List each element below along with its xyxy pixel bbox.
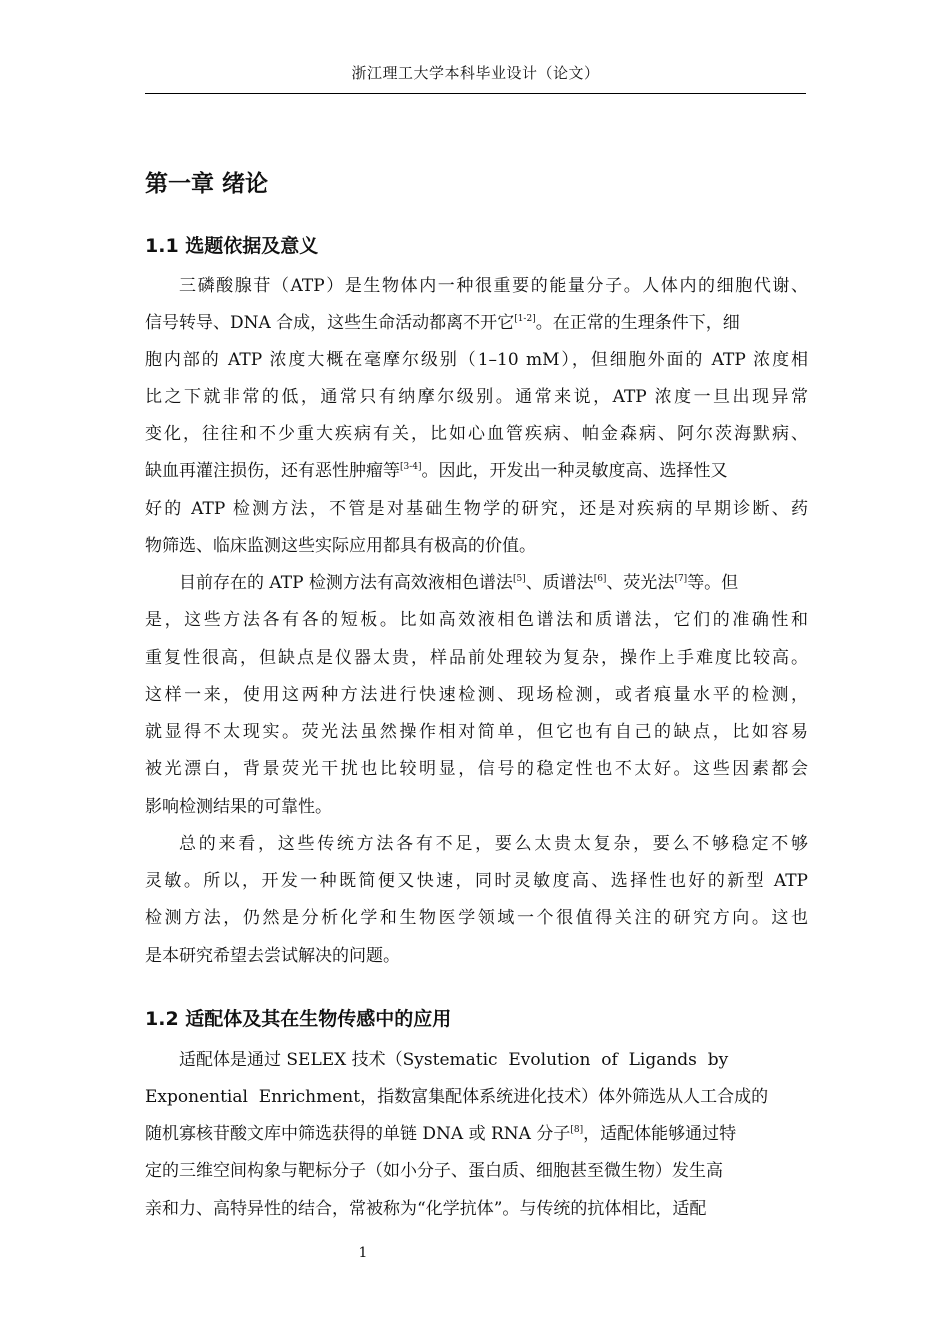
body-line: 总的来看，这些传统方法各有不足，要么太贵太复杂，要么不够稳定不够: [179, 834, 808, 854]
body-line: 随机寡核苷酸文库中筛选获得的单链 DNA 或 RNA 分子[8]，适配体能够通过特: [145, 1124, 737, 1144]
body-line: 比之下就非常的低，通常只有纳摩尔级别。通常来说，ATP 浓度一旦出现异常: [145, 387, 808, 407]
citation: [1-2]: [514, 314, 536, 324]
citation: [7]: [674, 574, 688, 584]
body-line: 灵敏。所以，开发一种既简便又快速，同时灵敏度高、选择性也好的新型 ATP: [145, 871, 808, 891]
body-line: 是本研究希望去尝试解决的问题。: [145, 946, 400, 966]
body-line: 好的 ATP 检测方法，不管是对基础生物学的研究，还是对疾病的早期诊断、药: [145, 499, 808, 519]
section-1-1-title: 1.1 选题依据及意义: [145, 235, 319, 257]
chapter-title: 第一章 绪论: [145, 171, 269, 197]
section-1-2-title: 1.2 适配体及其在生物传感中的应用: [145, 1008, 452, 1030]
citation: [6]: [593, 574, 607, 584]
body-line: 目前存在的 ATP 检测方法有高效液相色谱法[5]、质谱法[6]、荧光法[7]等。但: [179, 573, 739, 593]
page-number: 1: [358, 1245, 368, 1261]
body-line: 三磷酸腺苷（ATP）是生物体内一种很重要的能量分子。人体内的细胞代谢、: [179, 276, 808, 296]
body-line: 胞内部的 ATP 浓度大概在毫摩尔级别（1–10 mM），但细胞外面的 ATP 浓度相: [145, 350, 808, 370]
citation: [8]: [570, 1125, 584, 1135]
citation: [3-4]: [400, 462, 422, 472]
body-line: 缺血再灌注损伤，还有恶性肿瘤等[3-4]。因此，开发出一种灵敏度高、选择性又: [145, 461, 728, 481]
running-header: 浙江理工大学本科毕业设计（论文）: [351, 64, 600, 82]
body-line: 检测方法，仍然是分析化学和生物医学领域一个很值得关注的研究方向。这也: [145, 908, 808, 928]
citation: [5]: [512, 574, 526, 584]
body-line: 是，这些方法各有各的短板。比如高效液相色谱法和质谱法，它们的准确性和: [145, 610, 808, 630]
body-line: 就显得不太现实。荧光法虽然操作相对简单，但它也有自己的缺点，比如容易: [145, 722, 808, 742]
body-line: 信号转导、DNA 合成，这些生命活动都离不开它[1-2]。在正常的生理条件下，细: [145, 313, 740, 333]
body-line: 变化，往往和不少重大疾病有关，比如心血管疾病、帕金森病、阿尔茨海默病、: [145, 424, 808, 444]
body-line: 定的三维空间构象与靶标分子（如小分子、蛋白质、细胞甚至微生物）发生高: [145, 1161, 723, 1181]
body-line: 亲和力、高特异性的结合，常被称为“化学抗体”。与传统的抗体相比，适配: [145, 1199, 707, 1219]
body-line: 影响检测结果的可靠性。: [145, 797, 332, 817]
body-line: 适配体是通过 SELEX 技术（Systematic Evolution of Ligands by: [179, 1050, 729, 1070]
body-line: 被光漂白，背景荧光干扰也比较明显，信号的稳定性也不太好。这些因素都会: [145, 759, 808, 779]
body-line: 重复性很高，但缺点是仪器太贵，样品前处理较为复杂，操作上手难度比较高。: [145, 648, 808, 668]
body-line: 物筛选、临床监测这些实际应用都具有极高的价值。: [145, 536, 536, 556]
body-line: Exponential Enrichment，指数富集配体系统进化技术）体外筛选从人工合成的: [145, 1087, 769, 1107]
body-line: 这样一来，使用这两种方法进行快速检测、现场检测，或者痕量水平的检测，: [145, 685, 808, 705]
header-rule: [145, 93, 806, 94]
